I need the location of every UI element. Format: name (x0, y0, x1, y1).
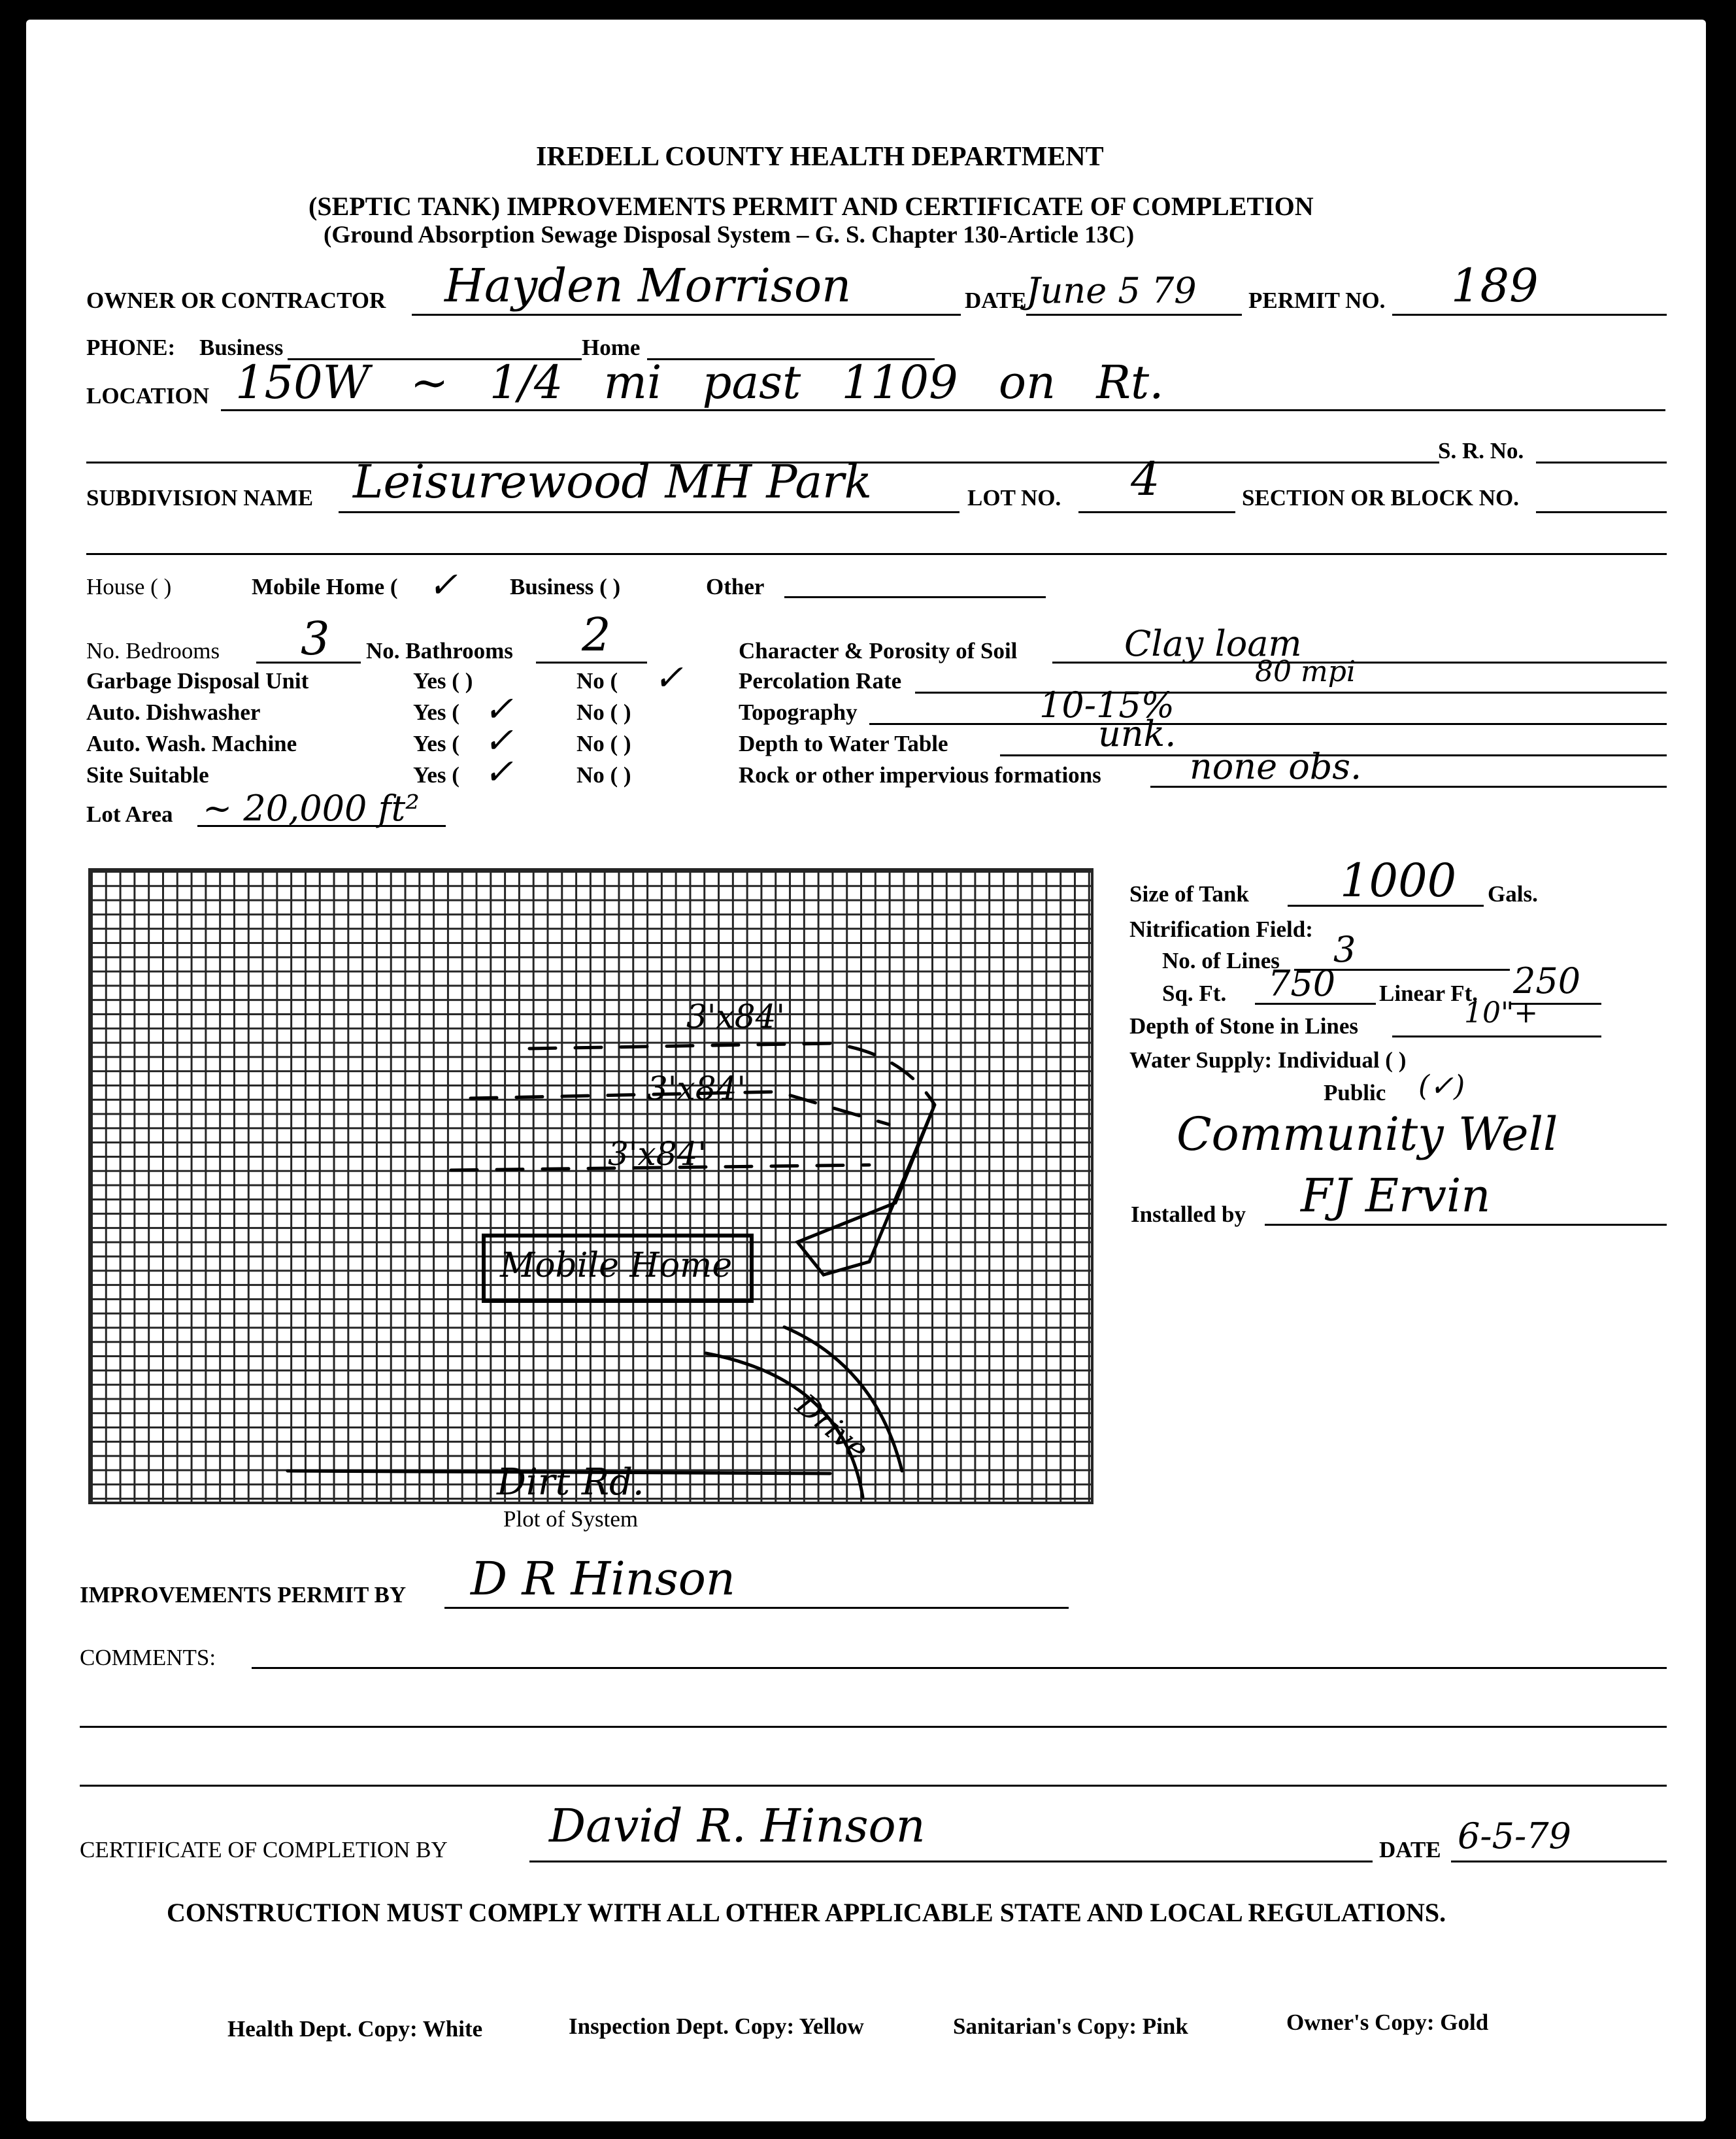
lot-value: 4 (1131, 452, 1160, 506)
yesno-mark-site: ✓ (484, 751, 514, 792)
bathrooms-label: No. Bathrooms (366, 638, 513, 664)
yesno-yes-washer: Yes ( (413, 731, 459, 756)
bedrooms-value: 3 (301, 612, 330, 665)
copy-inspection: Inspection Dept. Copy: Yellow (569, 2013, 864, 2039)
certificate-value: David R. Hinson (549, 1799, 926, 1853)
plot-line-label-3: 3'x84' (608, 1135, 707, 1173)
improvements-line (444, 1607, 1069, 1609)
yesno-label-site: Site Suitable (86, 762, 209, 788)
yesno-yes-garbage: Yes ( ) (413, 668, 473, 694)
tank-unit: Gals. (1488, 881, 1538, 907)
house-option: House ( ) (86, 574, 172, 599)
comments-label: COMMENTS: (80, 1645, 216, 1670)
stone-value: 10"+ (1464, 996, 1539, 1030)
certificate-line (529, 1861, 1373, 1862)
sqft-label: Sq. Ft. (1162, 981, 1227, 1006)
comments-line-1 (252, 1667, 1667, 1669)
installed-line (1265, 1224, 1667, 1226)
soil-value-topo: 10-15% (1039, 684, 1175, 726)
nitrification-label: Nitrification Field: (1129, 917, 1313, 942)
department-title: IREDELL COUNTY HEALTH DEPARTMENT (536, 142, 1104, 172)
yesno-label-garbage: Garbage Disposal Unit (86, 668, 309, 694)
plot-line-label-1: 3'x84' (686, 998, 786, 1036)
subdivision-value: Leisurewood MH Park (353, 455, 872, 509)
soil-value-character: Clay loam (1124, 623, 1302, 664)
section-label: SECTION OR BLOCK NO. (1242, 485, 1519, 511)
copy-health: Health Dept. Copy: White (227, 2016, 483, 2042)
yesno-no-garbage: No ( (576, 668, 618, 694)
permit-value: 189 (1451, 259, 1539, 312)
owner-value: Hayden Morrison (444, 259, 852, 312)
subdivision-label: SUBDIVISION NAME (86, 485, 314, 511)
plot-line-label-2: 3'x84' (647, 1070, 746, 1107)
yesno-mark-dishwasher: ✓ (484, 688, 514, 730)
lines-value: 3 (1333, 929, 1356, 970)
soil-label-character: Character & Porosity of Soil (739, 638, 1018, 664)
soil-value-perc: 80 mpi (1255, 655, 1356, 688)
comments-line-3 (80, 1785, 1667, 1787)
soil-label-topo: Topography (739, 699, 858, 725)
location-value: 150W ~ 1/4 mi past 1109 on Rt. (235, 356, 1164, 409)
plot-drive-label: Drive (789, 1387, 876, 1468)
other-option: Other (706, 574, 765, 599)
form-subtitle: (Ground Absorption Sewage Disposal System – G. S. Chapter 130-Article 13C) (324, 222, 1135, 248)
business-option: Business ( ) (510, 574, 621, 599)
phone-label: PHONE: (86, 335, 176, 360)
water-supply-note: Community Well (1177, 1107, 1558, 1161)
certificate-date-line (1451, 1861, 1667, 1862)
lot-area-label: Lot Area (86, 801, 173, 827)
owner-label: OWNER OR CONTRACTOR (86, 288, 386, 313)
mobile-home-check: ✓ (428, 564, 458, 605)
permit-form (26, 20, 1706, 2121)
linear-label: Linear Ft. (1379, 981, 1478, 1006)
yesno-label-dishwasher: Auto. Dishwasher (86, 699, 261, 725)
date-value: June 5 79 (1026, 270, 1197, 311)
certificate-label: CERTIFICATE OF COMPLETION BY (80, 1837, 448, 1862)
yesno-mark-garbage: ✓ (654, 657, 684, 698)
certificate-date-value: 6-5-79 (1458, 1815, 1571, 1857)
yesno-no-washer: No ( ) (576, 731, 631, 756)
bathrooms-value: 2 (582, 608, 611, 662)
yesno-no-dishwasher: No ( ) (576, 699, 631, 725)
water-supply-label: Water Supply: Individual ( ) (1129, 1047, 1407, 1073)
comments-line-2 (80, 1726, 1667, 1728)
water-public-label: Public (1324, 1080, 1386, 1105)
form-title: (SEPTIC TANK) IMPROVEMENTS PERMIT AND CERTIFICATE OF COMPLETION (309, 192, 1314, 221)
lot-label: LOT NO. (967, 485, 1061, 511)
regulations-notice: CONSTRUCTION MUST COMPLY WITH ALL OTHER APPLICABLE STATE AND LOCAL REGULATIONS. (167, 1898, 1446, 1927)
copy-owner: Owner's Copy: Gold (1286, 2010, 1489, 2035)
yesno-mark-washer: ✓ (484, 720, 514, 761)
copy-sanitarian: Sanitarian's Copy: Pink (953, 2013, 1188, 2039)
tank-value: 1000 (1340, 854, 1457, 907)
sqft-value: 750 (1268, 963, 1336, 1004)
lot-area-value: ~ 20,000 ft² (203, 788, 420, 829)
plot-road-label: Dirt Rd. (497, 1461, 644, 1504)
lines-label: No. of Lines (1162, 948, 1280, 973)
phone-home-label: Home (582, 335, 641, 360)
plot-house-label: Mobile Home (500, 1246, 733, 1285)
soil-value-water: unk. (1098, 713, 1177, 754)
phone-business-label: Business (199, 335, 284, 360)
yesno-yes-dishwasher: Yes ( (413, 699, 459, 725)
installed-value: FJ Ervin (1301, 1169, 1491, 1222)
yesno-yes-site: Yes ( (413, 762, 459, 788)
yesno-no-site: No ( ) (576, 762, 631, 788)
plot-caption: Plot of System (503, 1506, 639, 1532)
soil-label-water: Depth to Water Table (739, 731, 948, 756)
stone-label: Depth of Stone in Lines (1129, 1013, 1359, 1039)
bedrooms-label: No. Bedrooms (86, 638, 220, 664)
improvements-value: D R Hinson (471, 1552, 735, 1606)
water-public-mark: (✓) (1418, 1070, 1465, 1103)
certificate-date-label: DATE (1379, 1837, 1441, 1862)
location-label: LOCATION (86, 383, 209, 409)
tank-label: Size of Tank (1129, 881, 1249, 907)
soil-value-rock: none obs. (1190, 746, 1362, 787)
yesno-label-washer: Auto. Wash. Machine (86, 731, 297, 756)
sr-no-label: S. R. No. (1438, 438, 1524, 463)
permit-label: PERMIT NO. (1248, 288, 1386, 313)
mobile-home-option: Mobile Home ( (252, 574, 398, 599)
linear-value: 250 (1513, 960, 1581, 1002)
supply-line (797, 1105, 935, 1275)
installed-label: Installed by (1131, 1202, 1246, 1227)
stone-line (1392, 1036, 1601, 1037)
improvements-label: IMPROVEMENTS PERMIT BY (80, 1582, 407, 1608)
date-label: DATE (965, 288, 1027, 313)
soil-label-perc: Percolation Rate (739, 668, 902, 694)
soil-label-rock: Rock or other impervious formations (739, 762, 1101, 788)
